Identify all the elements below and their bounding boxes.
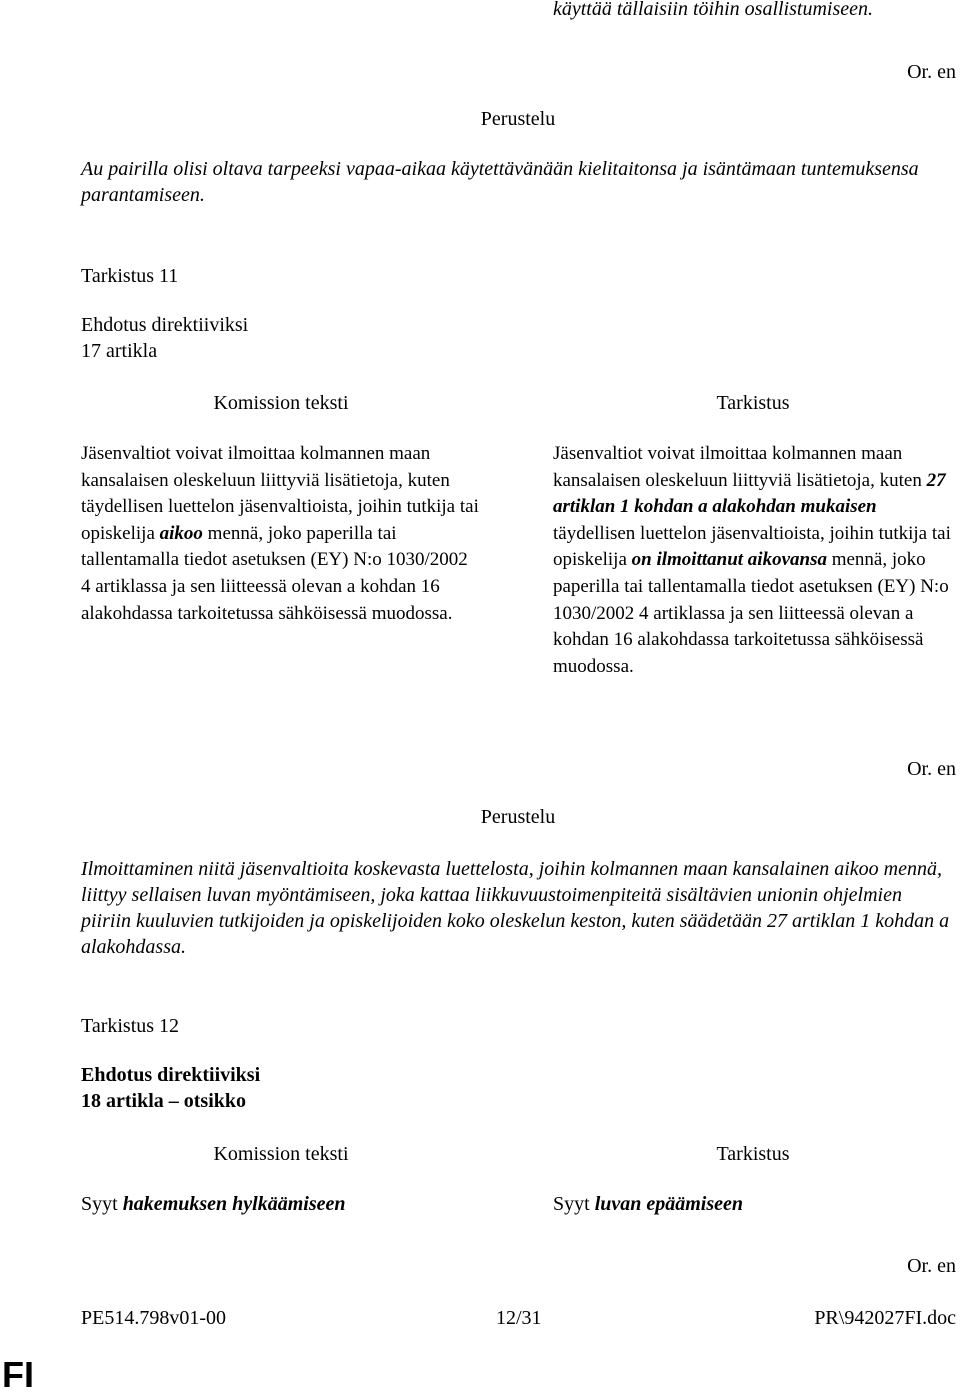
footer-file-name: PR\942027FI.doc (814, 1307, 956, 1329)
amendment-text-part: Syyt (553, 1193, 595, 1215)
amendment-text (553, 441, 953, 680)
commission-text-emphasis: aikoo (159, 522, 203, 544)
amendment-heading: Tarkistus (716, 1143, 790, 1165)
original-language-label: Or. en (907, 61, 956, 83)
article-reference: 17 artikla (81, 340, 158, 362)
amendment-text-part: täydellisen luettelon jäsenvaltioista, joihin tutkija tai opiskelija (553, 522, 951, 571)
amendment-text-part: Jäsenvaltiot voivat ilmoittaa kolmannen maan kansalaisen oleskeluun liittyviä lisätietoja, kuten (553, 443, 927, 491)
justification-text: Ilmoittaminen niitä jäsenvaltioita koskevasta luettelosta, joihin kolmannen maan kansalainen aikoo mennä, liittyy sellaisen luvan myöntämiseen, joka kattaa liikkuvuustoimenpiteitä sisältävien unionin ohjelmien piiriin kuuluvien tutkijoiden ja opiskelijoiden koko oleskelun keston, kuten säädetään 27 artiklan 1 kohdan a alakohdassa. (81, 858, 950, 958)
amendment-text-emphasis: on ilmoittanut aikovansa (631, 549, 827, 571)
language-mark: FI (2, 1354, 34, 1395)
article-reference: 18 artikla – otsikko (81, 1090, 247, 1112)
amendment-number: Tarkistus 12 (81, 1015, 180, 1037)
original-language-label: Or. en (907, 1255, 956, 1277)
commission-text-part: Syyt (81, 1193, 123, 1215)
justification-heading: Perustelu (480, 806, 556, 828)
footer-doc-id: PE514.798v01-00 (81, 1307, 226, 1329)
amendment-text-part: mennä, joko paperilla tai tallentamalla tiedot asetuksen (EY) N:o 1030/2002 4 artiklassa ja sen liitteessä olevan a kohdan 16 alakohdassa tarkoitetussa sähköisessä muodossa. (553, 549, 949, 677)
commission-text (81, 441, 481, 627)
justification-text: Au pairilla olisi oltava tarpeeksi vapaa-aikaa käytettävänään kielitaitonsa ja isäntämaan tuntemuksensa parantamiseen. (81, 158, 919, 206)
footer-page-number: 12/31 (496, 1307, 542, 1329)
previous-text-fragment: käyttää tällaisiin töihin osallistumiseen. (553, 0, 873, 20)
amendment-heading: Tarkistus (716, 392, 790, 414)
amendment-number: Tarkistus 11 (81, 265, 179, 287)
amendment-text (553, 1191, 953, 1217)
proposal-label: Ehdotus direktiiviksi (81, 314, 249, 336)
amendment-text-emphasis: 27 artiklan 1 kohdan a alakohdan mukaisen (553, 469, 946, 518)
commission-text-emphasis: hakemuksen hylkäämiseen (122, 1193, 346, 1215)
proposal-label: Ehdotus direktiiviksi (81, 1064, 261, 1086)
justification-heading: Perustelu (480, 108, 556, 130)
commission-text-heading: Komission teksti (213, 1143, 349, 1165)
original-language-label: Or. en (907, 758, 956, 780)
commission-text-part: Jäsenvaltiot voivat ilmoittaa kolmannen maan kansalaisen oleskeluun liittyviä lisätietoja, kuten täydellisen luettelon jäsenvaltioista, joihin tutkija tai opiskelija (81, 443, 479, 544)
commission-text-heading: Komission teksti (213, 392, 349, 414)
amendment-text-emphasis: luvan epäämiseen (594, 1193, 744, 1215)
commission-text (81, 1191, 481, 1217)
commission-text-part: mennä, joko paperilla tai tallentamalla tiedot asetuksen (EY) N:o 1030/2002 4 artiklassa ja sen liitteessä olevan a kohdan 16 alakohdassa tarkoitetussa sähköisessä muodossa. (81, 522, 468, 624)
